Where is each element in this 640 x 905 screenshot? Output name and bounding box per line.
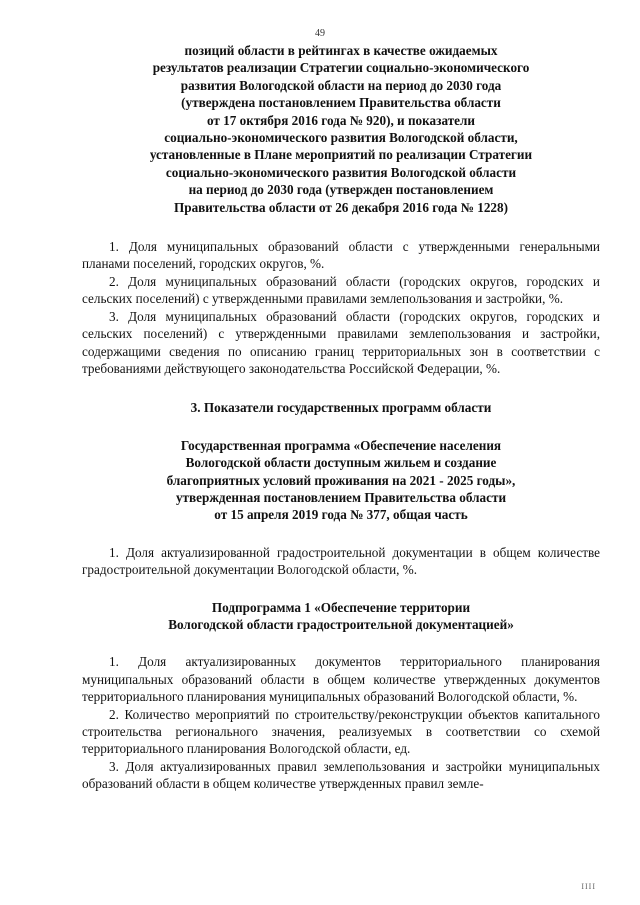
heading-line: на период до 2030 года (утвержден постановлением bbox=[188, 182, 494, 198]
heading-line: Вологодской области градостроительной документацией» bbox=[168, 616, 514, 632]
list-item: 3. Доля актуализированных правил землепользования и застройки муниципальных образований области в общем количестве утвержденных правил земле- bbox=[82, 758, 600, 792]
page-number: 49 bbox=[315, 28, 325, 39]
footer-mark: IIII bbox=[581, 882, 596, 891]
list-item: 2. Доля муниципальных образований области (городских округов, городских и сельских поселений) с утвержденными правилами землепользования и застройки, %. bbox=[82, 273, 600, 307]
list-item: 1. Доля муниципальных образований области с утвержденными генеральными планами поселений, городских округов, %. bbox=[82, 239, 600, 272]
list-item: 1. Доля актуализированной градостроительной документации в общем количестве градостроительной документации Вологодской области, %. bbox=[82, 544, 600, 578]
list-item: 3. Доля муниципальных образований области (городских округов, городских и сельских поселений) с утвержденными правилами землепользования и застройки, содержащими сведения по описанию границ территориальных зон в соответствии с требованиями действующего законодательства Российской Федерации, %. bbox=[82, 308, 600, 376]
heading-line: Государственная программа «Обеспечение населения bbox=[180, 437, 502, 453]
heading-line: от 15 апреля 2019 года № 377, общая часть bbox=[214, 507, 468, 523]
heading-line: Правительства области от 26 декабря 2016 года № 1228) bbox=[173, 199, 508, 215]
heading-line: установленные в Плане мероприятий по реализации Стратегии bbox=[149, 147, 533, 163]
heading-line: утвержденная постановлением Правительства области bbox=[175, 489, 507, 505]
list-item: 2. Количество мероприятий по строительству/реконструкции объектов капитального строительства регионального значения, реализуемых в соответствии со схемой территориального планирования Вологодской области, ед. bbox=[82, 706, 600, 757]
list-item: 1. Доля актуализированных документов территориального планирования муниципальных образований области в общем количестве утвержденных документов территориального планирования муниципальных образований Вологодской области, %. bbox=[82, 654, 600, 705]
heading-line: социально-экономического развития Вологодской области bbox=[165, 164, 517, 180]
document-body bbox=[82, 42, 600, 793]
heading-strategy-indicators bbox=[82, 42, 600, 216]
heading-line: результатов реализации Стратегии социально-экономического bbox=[152, 60, 530, 76]
section-heading: 3. Показатели государственных программ области bbox=[190, 400, 492, 416]
heading-line: Подпрограмма 1 «Обеспечение территории bbox=[211, 599, 471, 615]
heading-line: позиций области в рейтингах в качестве ожидаемых bbox=[184, 43, 498, 58]
heading-line: Вологодской области доступным жильем и создание bbox=[185, 455, 497, 471]
program-heading bbox=[82, 437, 600, 524]
heading-line: социально-экономического развития Вологодской области, bbox=[164, 130, 518, 146]
heading-line: (утверждена постановлением Правительства области bbox=[181, 95, 501, 111]
subprogram-heading bbox=[82, 599, 600, 634]
heading-line: от 17 октября 2016 года № 920), и показатели bbox=[206, 112, 476, 128]
heading-line: благоприятных условий проживания на 2021 - 2025 годы», bbox=[166, 472, 516, 488]
heading-line: развития Вологодской области на период до 2030 года bbox=[180, 77, 502, 93]
